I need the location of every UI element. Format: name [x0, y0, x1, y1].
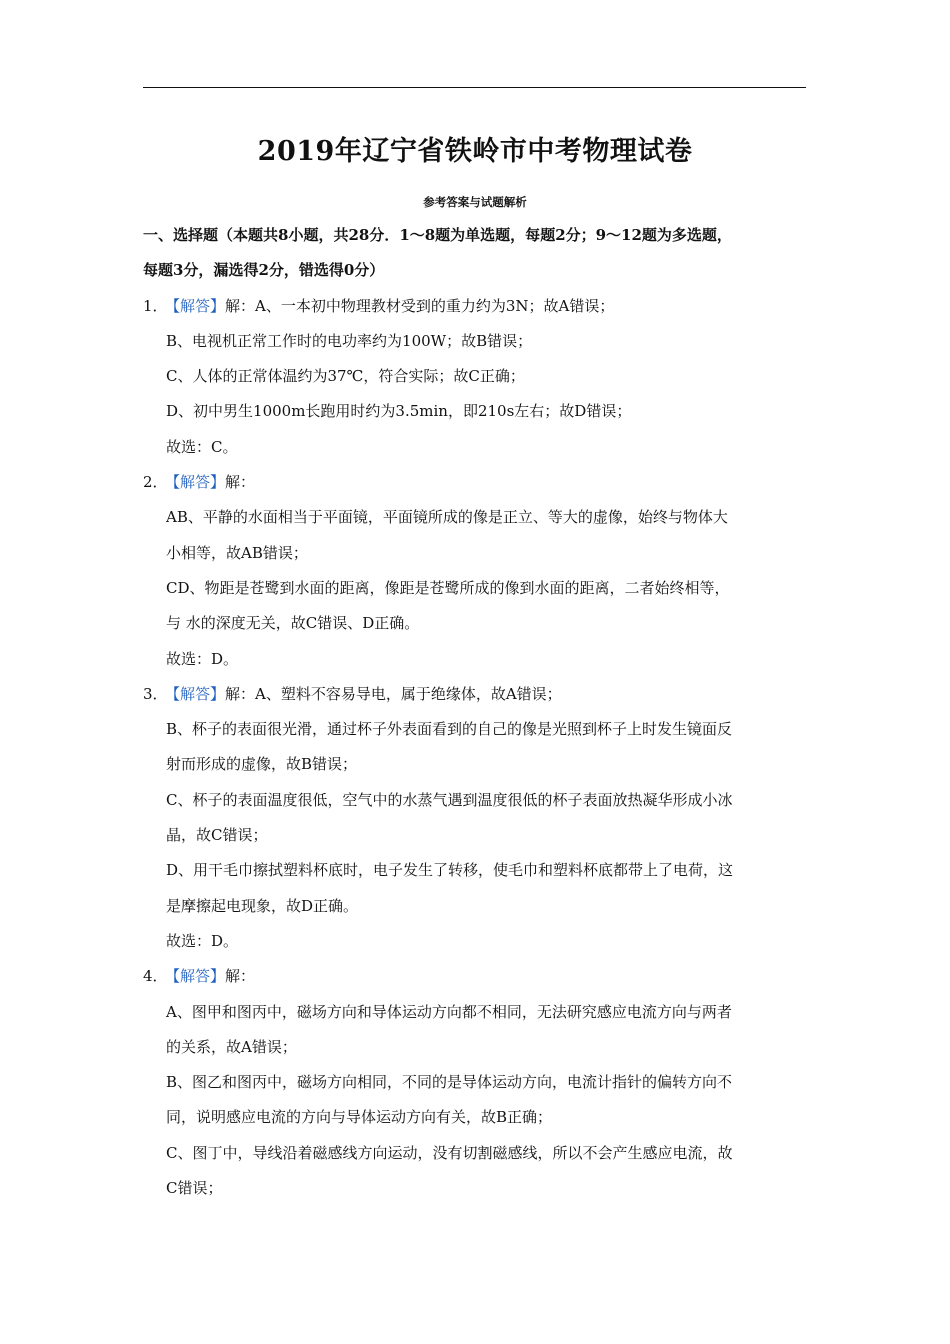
answer-line: 射而形成的虚像，故B错误；: [166, 755, 358, 774]
answer-text: 解：A、一本初中物理教材受到的重力约为3N；故A错误；: [225, 296, 615, 315]
question-number: 2．: [143, 473, 168, 492]
answer-line: B、图乙和图丙中，磁场方向相同，不同的是导体运动方向，电流计指针的偏转方向不: [166, 1073, 733, 1092]
answer-line: B、电视机正常工作时的电功率约为100W；故B错误；: [166, 331, 533, 350]
answer-text: 解：: [225, 967, 256, 986]
answer-tag: 【解答】: [165, 684, 226, 703]
answer-line: 小相等，故AB错误；: [166, 543, 308, 562]
answer-line: B、杯子的表面很光滑，通过杯子外表面看到的自己的像是光照到杯子上时发生镜面反: [166, 720, 733, 739]
answer-line: AB、平静的水面相当于平面镜，平面镜所成的像是正立、等大的虚像，始终与物体大: [166, 508, 728, 527]
answer-line: D、初中男生1000m长跑用时约为3.5min，即210s左右；故D错误；: [166, 402, 632, 421]
answer-line: 故选：D。: [166, 649, 239, 668]
section-heading-line1: 一、选择题（本题共8小题，共28分．1～8题为单选题，每题2分；9～12题为多选题，: [143, 226, 732, 244]
page-subtitle: 参考答案与试题解析: [423, 195, 527, 209]
answer-line: CD、物距是苍鹭到水面的距离，像距是苍鹭所成的像到水面的距离，二者始终相等，: [166, 578, 730, 597]
question-4-line: [143, 959, 806, 994]
page-title: 2019年辽宁省铁岭市中考物理试卷: [257, 136, 693, 167]
answer-tag: 【解答】: [165, 473, 226, 492]
answer-line: 故选：C。: [166, 437, 238, 456]
answer-line: 的关系，故A错误；: [166, 1037, 297, 1056]
answer-tag: 【解答】: [165, 967, 226, 986]
question-2-line: [143, 465, 806, 500]
answer-line: A、图甲和图丙中，磁场方向和导体运动方向都不相同，无法研究感应电流方向与两者: [166, 1002, 732, 1021]
question-1-line: [143, 289, 806, 324]
answer-line: C错误；: [166, 1179, 223, 1198]
answer-line: 晶，故C错误；: [166, 826, 268, 845]
question-number: 1．: [143, 296, 168, 315]
answer-line: 同，说明感应电流的方向与导体运动方向有关，故B正确；: [166, 1108, 553, 1127]
question-number: 4．: [143, 967, 168, 986]
answer-line: C、人体的正常体温约为37℃，符合实际；故C正确；: [166, 367, 525, 386]
answer-line: 是摩擦起电现象，故D正确。: [166, 896, 359, 915]
answer-line: 故选：D。: [166, 931, 239, 950]
question-3-line: [143, 677, 806, 712]
section-heading-line2: 每题3分，漏选得2分，错选得0分）: [143, 261, 385, 280]
header-rule: [143, 87, 806, 88]
answer-line: C、杯子的表面温度很低，空气中的水蒸气遇到温度很低的杯子表面放热凝华形成小冰: [166, 790, 733, 809]
document-body: [143, 218, 806, 1206]
answer-text: 解：: [225, 473, 256, 492]
answer-line: C、图丁中，导线沿着磁感线方向运动，没有切割磁感线，所以不会产生感应电流，故: [166, 1143, 733, 1162]
answer-text: 解：A、塑料不容易导电，属于绝缘体，故A错误；: [225, 684, 562, 703]
answer-tag: 【解答】: [165, 296, 226, 315]
question-number: 3．: [143, 684, 168, 703]
answer-line: 与 水的深度无关，故C错误、D正确。: [166, 614, 420, 633]
answer-line: D、用干毛巾擦拭塑料杯底时，电子发生了转移，使毛巾和塑料杯底都带上了电荷，这: [166, 861, 734, 880]
